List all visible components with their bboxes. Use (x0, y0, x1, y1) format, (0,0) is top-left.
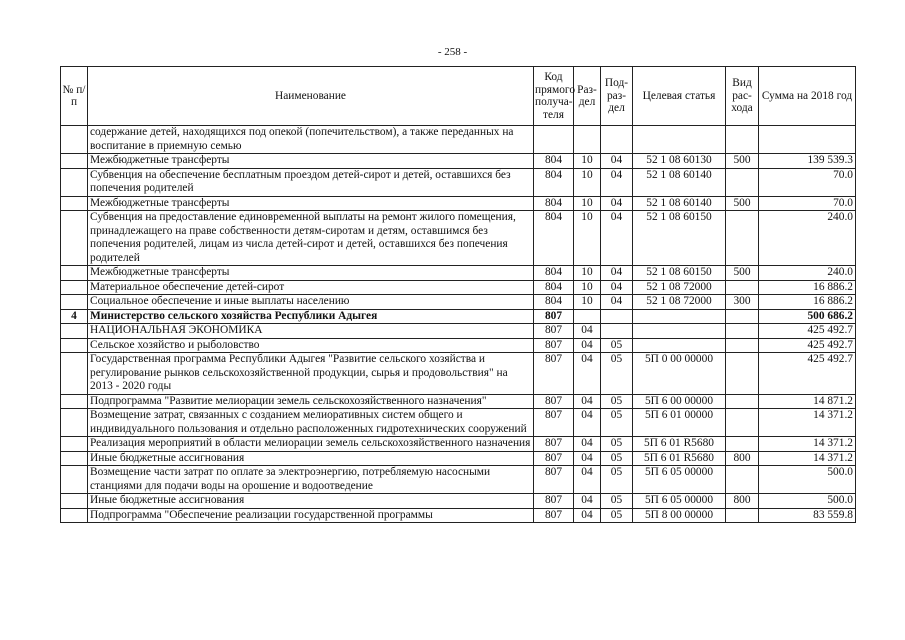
row-section: 04 (574, 451, 601, 466)
row-target: 5П 6 01 R5680 (633, 437, 726, 452)
row-name: Субвенция на обеспечение бесплатным проездом детей-сирот и детей, оставшихся без попечения родителей (88, 168, 534, 196)
row-expense-type (726, 508, 759, 523)
row-amount: 14 371.2 (759, 437, 856, 452)
row-target: 5П 6 01 00000 (633, 409, 726, 437)
row-amount: 14 371.2 (759, 451, 856, 466)
table-row (61, 394, 856, 409)
table-row (61, 295, 856, 310)
row-section: 10 (574, 295, 601, 310)
row-amount: 139 539.3 (759, 154, 856, 169)
row-section: 10 (574, 196, 601, 211)
budget-table (60, 66, 856, 523)
row-admin-code: 807 (534, 309, 574, 324)
row-expense-type (726, 338, 759, 353)
header-row (61, 67, 856, 126)
row-admin-code: 807 (534, 338, 574, 353)
row-expense-type: 800 (726, 451, 759, 466)
row-number (61, 280, 88, 295)
row-section: 04 (574, 494, 601, 509)
row-target: 5П 6 01 R5680 (633, 451, 726, 466)
row-amount (759, 126, 856, 154)
table-row (61, 309, 856, 324)
row-name: Реализация мероприятий в области мелиорации земель сельскохозяйственного назначения (88, 437, 534, 452)
row-name: Возмещение затрат, связанных с созданием мелиоративных систем общего и индивидуального пользования и отдельно расположенных гидротехнических сооружений (88, 409, 534, 437)
row-number (61, 494, 88, 509)
row-number (61, 508, 88, 523)
table-row (61, 280, 856, 295)
row-expense-type (726, 168, 759, 196)
row-expense-type: 500 (726, 266, 759, 281)
row-amount: 425 492.7 (759, 353, 856, 395)
row-name: Социальное обеспечение и иные выплаты населению (88, 295, 534, 310)
row-admin-code (534, 126, 574, 154)
row-expense-type (726, 211, 759, 266)
row-number (61, 196, 88, 211)
row-name: Иные бюджетные ассигнования (88, 451, 534, 466)
row-expense-type (726, 394, 759, 409)
row-admin-code: 807 (534, 353, 574, 395)
row-name: Министерство сельского хозяйства Республики Адыгея (88, 309, 534, 324)
table-row (61, 353, 856, 395)
row-subsection: 04 (601, 280, 633, 295)
row-number (61, 394, 88, 409)
row-target: 52 1 08 72000 (633, 280, 726, 295)
row-target: 5П 6 05 00000 (633, 494, 726, 509)
row-expense-type: 300 (726, 295, 759, 310)
row-number (61, 324, 88, 339)
row-amount: 240.0 (759, 266, 856, 281)
row-name: Иные бюджетные ассигнования (88, 494, 534, 509)
row-amount: 14 871.2 (759, 394, 856, 409)
row-number (61, 266, 88, 281)
row-admin-code: 807 (534, 508, 574, 523)
row-number (61, 154, 88, 169)
row-subsection: 05 (601, 451, 633, 466)
row-subsection: 05 (601, 466, 633, 494)
row-section: 04 (574, 409, 601, 437)
row-number (61, 211, 88, 266)
row-number (61, 168, 88, 196)
row-name: Подпрограмма "Обеспечение реализации государственной программы (88, 508, 534, 523)
row-subsection: 05 (601, 353, 633, 395)
row-number (61, 451, 88, 466)
row-admin-code: 807 (534, 451, 574, 466)
row-target: 52 1 08 60150 (633, 266, 726, 281)
table-row (61, 466, 856, 494)
row-amount: 240.0 (759, 211, 856, 266)
row-expense-type (726, 126, 759, 154)
row-amount: 500 686.2 (759, 309, 856, 324)
row-admin-code: 807 (534, 324, 574, 339)
row-expense-type (726, 280, 759, 295)
row-subsection: 04 (601, 168, 633, 196)
row-admin-code: 807 (534, 409, 574, 437)
row-admin-code: 804 (534, 266, 574, 281)
row-section: 04 (574, 394, 601, 409)
row-target: 52 1 08 72000 (633, 295, 726, 310)
row-subsection: 04 (601, 266, 633, 281)
row-number (61, 466, 88, 494)
row-section: 04 (574, 466, 601, 494)
row-target: 5П 8 00 00000 (633, 508, 726, 523)
table-row (61, 508, 856, 523)
row-subsection: 05 (601, 494, 633, 509)
row-subsection: 05 (601, 437, 633, 452)
row-expense-type (726, 324, 759, 339)
row-amount: 16 886.2 (759, 280, 856, 295)
header-expense-type: Вид рас-хода (726, 67, 759, 126)
table-row (61, 211, 856, 266)
row-section: 04 (574, 324, 601, 339)
header-name: Наименование (88, 67, 534, 126)
row-expense-type: 500 (726, 154, 759, 169)
row-amount: 425 492.7 (759, 324, 856, 339)
row-section (574, 309, 601, 324)
row-name: Межбюджетные трансферты (88, 196, 534, 211)
row-subsection (601, 324, 633, 339)
row-target: 5П 0 00 00000 (633, 353, 726, 395)
row-name: НАЦИОНАЛЬНАЯ ЭКОНОМИКА (88, 324, 534, 339)
header-subsection: Под-раз-дел (601, 67, 633, 126)
row-subsection (601, 126, 633, 154)
row-name: Подпрограмма "Развитие мелиорации земель сельскохозяйственного назначения" (88, 394, 534, 409)
row-target: 52 1 08 60150 (633, 211, 726, 266)
header-num: № п/п (61, 67, 88, 126)
table-row (61, 437, 856, 452)
table-row (61, 196, 856, 211)
row-number (61, 409, 88, 437)
row-section: 04 (574, 508, 601, 523)
row-admin-code: 804 (534, 154, 574, 169)
table-row (61, 409, 856, 437)
row-subsection: 04 (601, 196, 633, 211)
row-amount: 70.0 (759, 196, 856, 211)
row-name: Государственная программа Республики Адыгея "Развитие сельского хозяйства и регулирование рынков сельскохозяйственной продукции, сырья и продовольствия" на 2013 - 2020 годы (88, 353, 534, 395)
row-admin-code: 804 (534, 168, 574, 196)
row-section: 10 (574, 266, 601, 281)
row-expense-type (726, 466, 759, 494)
row-admin-code: 804 (534, 211, 574, 266)
row-number (61, 338, 88, 353)
row-number (61, 437, 88, 452)
table-row (61, 126, 856, 154)
header-target: Целевая статья (633, 67, 726, 126)
row-amount: 14 371.2 (759, 409, 856, 437)
row-number (61, 126, 88, 154)
row-expense-type: 500 (726, 196, 759, 211)
row-admin-code: 807 (534, 437, 574, 452)
table-row (61, 324, 856, 339)
row-target: 5П 6 05 00000 (633, 466, 726, 494)
row-subsection: 05 (601, 394, 633, 409)
row-name: Субвенция на предоставление единовременной выплаты на ремонт жилого помещения, принадлежащего на праве собственности детям-сиротам и детям, оставшимся без попечения родителей, лицам из числа детей-сирот и детей, оставшихся без попечения родителей (88, 211, 534, 266)
row-target (633, 309, 726, 324)
header-section: Раз-дел (574, 67, 601, 126)
row-target: 52 1 08 60140 (633, 168, 726, 196)
row-expense-type (726, 309, 759, 324)
header-amount: Сумма на 2018 год (759, 67, 856, 126)
row-amount: 500.0 (759, 466, 856, 494)
row-number: 4 (61, 309, 88, 324)
row-admin-code: 804 (534, 295, 574, 310)
row-admin-code: 807 (534, 394, 574, 409)
row-section: 04 (574, 353, 601, 395)
row-name: Сельское хозяйство и рыболовство (88, 338, 534, 353)
row-name: Межбюджетные трансферты (88, 266, 534, 281)
row-subsection: 05 (601, 409, 633, 437)
row-section: 10 (574, 154, 601, 169)
table-row (61, 494, 856, 509)
row-subsection: 04 (601, 295, 633, 310)
row-target: 52 1 08 60140 (633, 196, 726, 211)
row-section: 10 (574, 168, 601, 196)
row-name: Материальное обеспечение детей-сирот (88, 280, 534, 295)
row-section: 10 (574, 280, 601, 295)
row-target: 52 1 08 60130 (633, 154, 726, 169)
row-expense-type (726, 409, 759, 437)
row-section: 04 (574, 437, 601, 452)
row-subsection (601, 309, 633, 324)
row-target (633, 324, 726, 339)
header-admin-code: Код прямого получа-теля (534, 67, 574, 126)
row-subsection: 05 (601, 508, 633, 523)
row-amount: 70.0 (759, 168, 856, 196)
row-amount: 83 559.8 (759, 508, 856, 523)
row-amount: 16 886.2 (759, 295, 856, 310)
row-amount: 500.0 (759, 494, 856, 509)
row-target: 5П 6 00 00000 (633, 394, 726, 409)
row-admin-code: 807 (534, 494, 574, 509)
row-admin-code: 807 (534, 466, 574, 494)
row-expense-type (726, 437, 759, 452)
row-name: Межбюджетные трансферты (88, 154, 534, 169)
row-expense-type: 800 (726, 494, 759, 509)
row-name: Возмещение части затрат по оплате за электроэнергию, потребляемую насосными станциями для подачи воды на орошение и водоотведение (88, 466, 534, 494)
table-row (61, 168, 856, 196)
table-row (61, 154, 856, 169)
row-subsection: 04 (601, 154, 633, 169)
row-expense-type (726, 353, 759, 395)
table-body (61, 126, 856, 523)
row-subsection: 04 (601, 211, 633, 266)
table-row (61, 266, 856, 281)
page-number: - 258 - (437, 46, 468, 58)
row-section: 04 (574, 338, 601, 353)
row-admin-code: 804 (534, 196, 574, 211)
row-number (61, 353, 88, 395)
row-amount: 425 492.7 (759, 338, 856, 353)
row-name: содержание детей, находящихся под опекой (попечительством), а также переданных на воспитание в приемную семью (88, 126, 534, 154)
row-admin-code: 804 (534, 280, 574, 295)
table-row (61, 338, 856, 353)
row-subsection: 05 (601, 338, 633, 353)
row-target (633, 338, 726, 353)
row-target (633, 126, 726, 154)
row-number (61, 295, 88, 310)
table-row (61, 451, 856, 466)
row-section: 10 (574, 211, 601, 266)
row-section (574, 126, 601, 154)
